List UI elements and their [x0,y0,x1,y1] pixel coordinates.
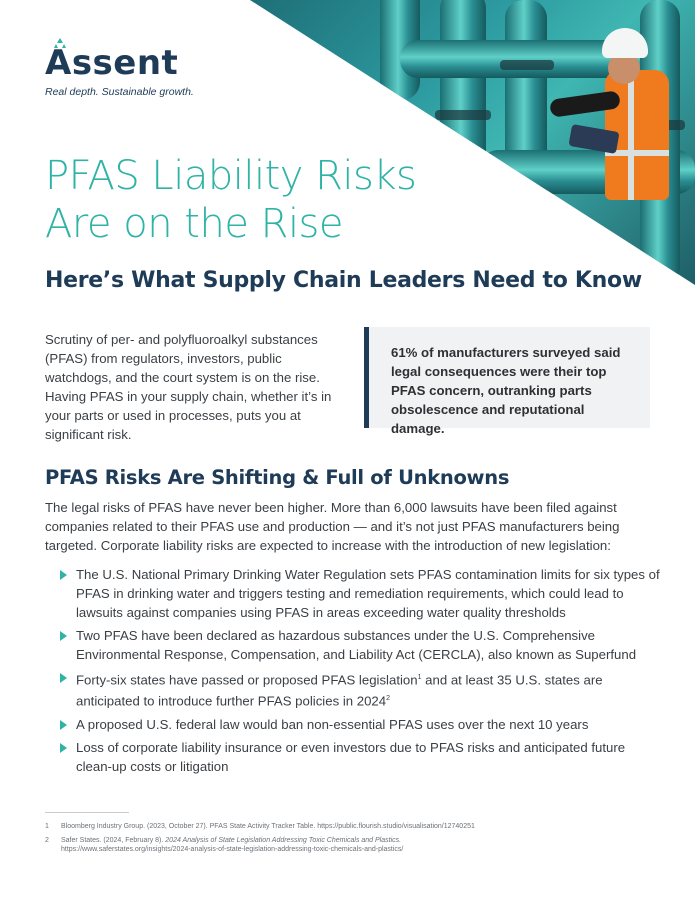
list-item: The U.S. National Primary Drinking Water Regulation sets PFAS contamination limits for six types of PFAS in drinking water and triggers testing and remediation requirements, which could lead to lawsuits against companies using PFAS in areas exceeding water quality thresholds [60,565,660,622]
title-line-1: PFAS Liability Risks [45,153,417,199]
intro-paragraph: Scrutiny of per- and polyfluoroalkyl substances (PFAS) from regulators, investors, public watchdogs, and the court system is on the rise. Having PFAS in your supply chain, whether it’s in your parts or used in processes, puts you at significant risk. [45,332,332,442]
list-item: A proposed U.S. federal law would ban non-essential PFAS uses over the next 10 years [60,715,660,734]
bullet-triangle-icon [60,720,67,730]
logo-wordmark: Assent [45,43,179,83]
bullet-triangle-icon [60,631,67,641]
footnote-1: 1 Bloomberg Industry Group. (2023, October 27). PFAS State Activity Tracker Table. https://public.flourish.studio/visualisation/12740251 [45,823,475,830]
risk-list [60,565,660,780]
assent-logo [45,43,194,98]
footnote-divider [45,812,129,813]
list-item: Two PFAS have been declared as hazardous substances under the U.S. Comprehensive Environmental Response, Compensation, and Liability Act (CERCLA), also known as Superfund [60,626,660,664]
list-item: Forty-six states have passed or proposed PFAS legislation$^1$ and at least 35 U.S. states are anticipated to introduce further PFAS policies in 2024$^2$ [60,668,660,711]
title-line-2: Are on the Rise [45,201,344,247]
bullet-triangle-icon [60,570,67,580]
footnote-ref: 2 [386,695,390,703]
callout-text: 61% of manufacturers surveyed said legal consequences were their top PFAS concern, outranking parts obsolescence and reputational damage. [391,345,621,436]
section-paragraph: The legal risks of PFAS have never been higher. More than 6,000 lawsuits have been filed against companies related to their PFAS use and production — and it’s not just PFAS manufacturers being targeted. Corporate liability risks are expected to increase with the introduction of new legislation: [45,500,620,553]
logo-tagline: Real depth. Sustainable growth. [45,86,194,98]
page-title [45,152,416,248]
stat-callout [364,327,650,436]
section-heading: PFAS Risks Are Shifting & Full of Unknowns [45,466,510,489]
page-subtitle: Here’s What Supply Chain Leaders Need to Know [45,268,642,293]
footnote-ref: 1 [417,674,422,681]
footnote-2: 2 Safer States. (2024, February 8). 2024 Analysis of State Legislation Addressing Toxic Chemicals and Plastics. https://www.saferstates.org/insights/2024-analysis-of-state-legislation-addressing-toxic-chemicals-and-plastics/ [45,836,404,853]
footnotes [45,822,665,859]
list-item: Loss of corporate liability insurance or even investors due to PFAS risks and anticipated future clean-up costs or litigation [60,738,660,776]
bullet-triangle-icon [60,673,67,683]
footnote-link[interactable]: https://www.saferstates.org/insights/2024-analysis-of-state-legislation-addressing-toxic-chemicals-and-plastics/ [61,846,404,853]
bullet-triangle-icon [60,743,67,753]
